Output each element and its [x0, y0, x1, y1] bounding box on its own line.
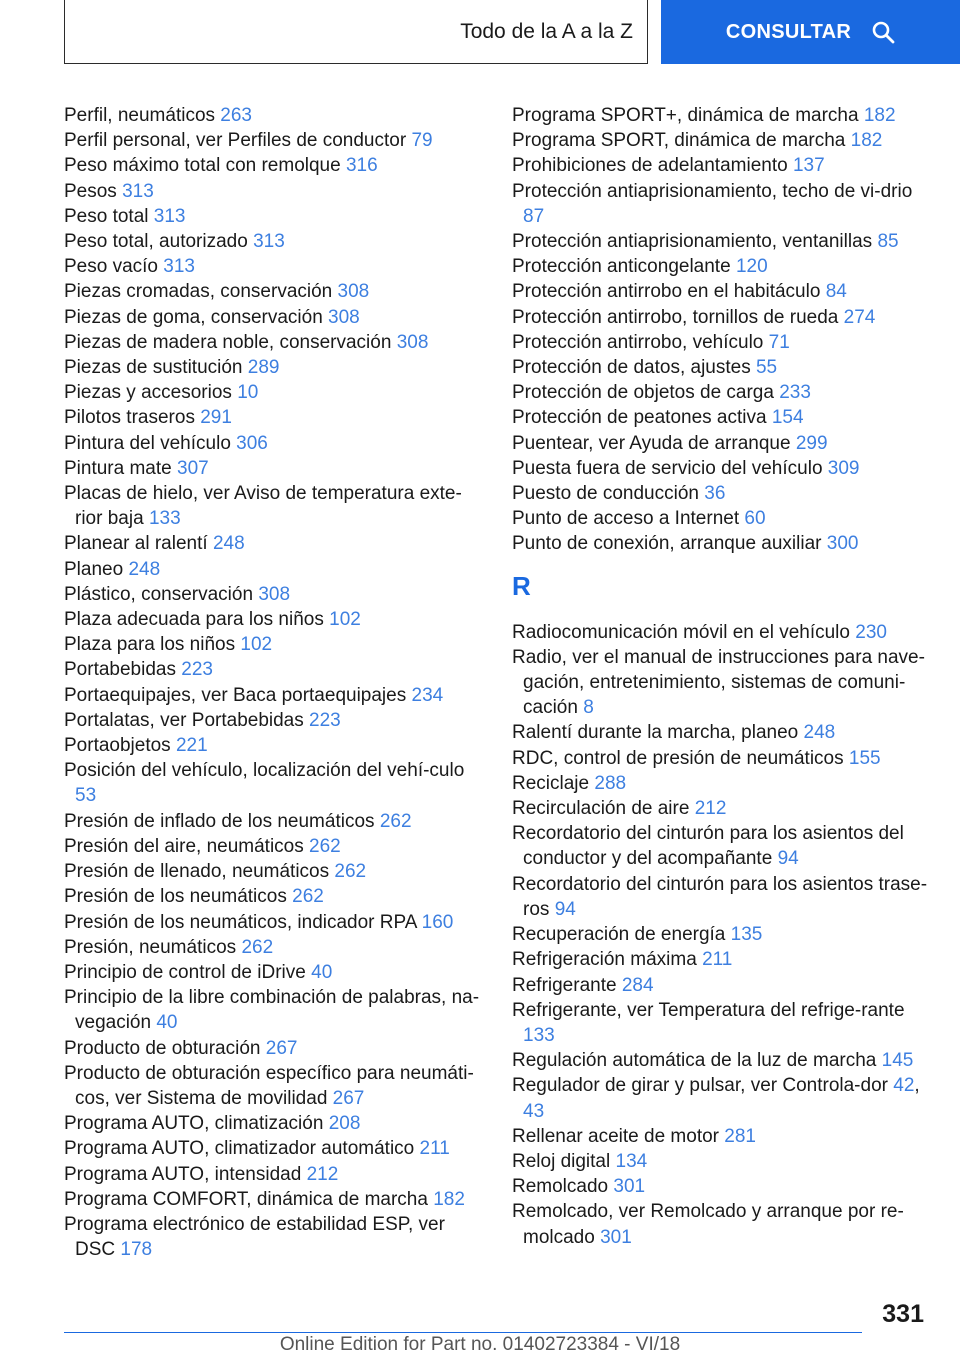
index-term: Plaza para los niños	[64, 634, 236, 656]
index-term: Perfil personal, ver Perfiles de conductor	[64, 130, 407, 152]
index-entry	[64, 708, 484, 733]
index-term: Protección anticongelante	[512, 256, 731, 278]
index-entry	[512, 531, 932, 556]
index-term: Piezas de goma, conservación	[64, 306, 323, 328]
page-link[interactable]: 248	[212, 533, 245, 555]
index-column-right	[512, 103, 932, 1250]
index-entry	[64, 481, 484, 531]
footer-edition: Online Edition for Part no. 01402723384 - VI/18	[279, 1334, 681, 1355]
index-entry	[512, 746, 932, 771]
index-entry	[64, 1212, 484, 1262]
index-term: Protección de objetos de carga	[512, 382, 774, 404]
page-link[interactable]: 53	[75, 785, 97, 807]
page-link[interactable]: 154	[771, 407, 804, 429]
index-term: Puesta fuera de servicio del vehículo	[512, 457, 823, 479]
index-entry	[64, 330, 484, 355]
page-link[interactable]: 262	[309, 835, 341, 857]
index-entry	[512, 973, 932, 998]
index-entry	[64, 859, 484, 884]
index-term: Programa COMFORT, dinámica de marcha	[64, 1188, 428, 1210]
index-term: Punto de acceso a Internet	[512, 508, 740, 530]
page-link[interactable]: 248	[128, 558, 161, 580]
index-term: Recordatorio del cinturón para los asientos trase-ros	[512, 873, 928, 920]
index-term: Peso total	[64, 205, 149, 227]
index-entry	[512, 456, 932, 481]
index-entry	[64, 657, 484, 682]
index-entry	[512, 380, 932, 405]
index-entry	[64, 607, 484, 632]
index-term: Protección antiaprisionamiento, techo de vi-drio	[512, 180, 913, 202]
index-term: Reciclaje	[512, 772, 590, 794]
index-entry	[64, 683, 484, 708]
page-link[interactable]: 308	[396, 331, 429, 353]
index-term: Remolcado, ver Remolcado y arranque por re-molcado	[512, 1201, 904, 1248]
index-term: Programa SPORT+, dinámica de marcha	[512, 105, 859, 126]
index-term: Presión del aire, neumáticos	[64, 835, 304, 857]
index-term: Piezas y accesorios	[64, 382, 232, 404]
page-link[interactable]: 234	[411, 684, 444, 706]
page-link[interactable]: 300	[826, 533, 859, 555]
index-term: Puesto de conducción	[512, 483, 699, 505]
index-entry	[64, 1061, 484, 1111]
page-link[interactable]: 178	[120, 1239, 153, 1261]
index-entry	[512, 720, 932, 745]
page-link[interactable]: 316	[345, 155, 378, 177]
index-term: Peso vacío	[64, 256, 158, 278]
tab-index-a-z[interactable]	[64, 0, 648, 64]
index-entry	[64, 758, 484, 808]
page-link[interactable]: 308	[337, 281, 370, 303]
search-icon	[871, 20, 895, 44]
page-link[interactable]: 211	[702, 949, 733, 971]
page-link[interactable]: 40	[311, 961, 333, 983]
index-term: Principio de la libre combinación de palabras, na-vegación	[64, 987, 480, 1034]
page-link[interactable]: 313	[153, 205, 186, 227]
index-entry	[512, 254, 932, 279]
index-term: Refrigerante, ver Temperatura del refrige-rante	[512, 999, 905, 1021]
tab-index-label: Todo de la A a la Z	[460, 19, 633, 43]
page-link[interactable]: 87	[523, 205, 545, 227]
index-term: Protección antirrobo en el habitáculo	[512, 281, 821, 303]
page-link[interactable]: 102	[240, 634, 273, 656]
index-term: Presión, neumáticos	[64, 936, 237, 958]
index-entry	[64, 582, 484, 607]
page-link[interactable]: 230	[855, 621, 887, 643]
index-term: Pintura mate	[64, 457, 172, 479]
index-term: Peso total, autorizado	[64, 231, 248, 253]
index-term: Producto de obturación específico para neumáti-cos, ver Sistema de movilidad	[64, 1062, 474, 1109]
page-link[interactable]: 79	[411, 130, 433, 152]
index-entry	[512, 947, 932, 972]
page-link[interactable]: 299	[795, 432, 828, 454]
index-term: Programa AUTO, intensidad	[64, 1163, 302, 1185]
index-term: Recuperación de energía	[512, 924, 726, 946]
index-term: Pilotos traseros	[64, 407, 195, 429]
index-term: Ralentí durante la marcha, planeo	[512, 722, 799, 744]
index-entry	[64, 557, 484, 582]
index-entry	[64, 910, 484, 935]
index-entry	[64, 456, 484, 481]
page-link[interactable]: 301	[600, 1226, 632, 1248]
index-entry	[512, 1149, 932, 1174]
index-entry	[64, 884, 484, 909]
page-link[interactable]: 307	[177, 457, 209, 479]
index-entry	[64, 305, 484, 330]
page-link[interactable]: 94	[777, 848, 799, 870]
index-entry	[512, 179, 932, 229]
index-entry	[64, 1036, 484, 1061]
page-link[interactable]: 288	[594, 772, 627, 794]
index-entry	[64, 985, 484, 1035]
index-entry	[512, 1199, 932, 1249]
index-term: Planeo	[64, 558, 124, 580]
index-term: Regulación automática de la luz de marcha	[512, 1050, 877, 1072]
index-entry	[512, 771, 932, 796]
page-link[interactable]: 267	[265, 1037, 298, 1059]
index-entry	[512, 821, 932, 871]
index-entry	[64, 153, 484, 178]
page-link[interactable]: 55	[755, 357, 778, 379]
index-term: Protección antirrobo, vehículo	[512, 331, 764, 353]
index-term: Recordatorio del cinturón para los asientos del conductor y del acompañante	[512, 823, 904, 870]
page-link[interactable]: 120	[735, 256, 768, 278]
page-link[interactable]: 160	[421, 911, 454, 933]
index-entry	[512, 355, 932, 380]
page-link[interactable]: 291	[200, 407, 232, 429]
index-entry	[64, 279, 484, 304]
index-entry	[512, 645, 932, 721]
index-term: Plaza adecuada para los niños	[64, 609, 324, 631]
page-link[interactable]: 306	[236, 432, 268, 454]
index-entry	[64, 405, 484, 430]
index-entry	[64, 355, 484, 380]
index-term: Reloj digital	[512, 1150, 611, 1172]
index-term: Programa electrónico de estabilidad ESP, ver DSC	[64, 1213, 445, 1261]
index-term: Plástico, conservación	[64, 583, 254, 605]
index-term: Protección de datos, ajustes	[512, 357, 751, 379]
index-term: Rellenar aceite de motor	[512, 1125, 719, 1147]
index-entry	[64, 1111, 484, 1136]
index-term: Piezas cromadas, conservación	[64, 281, 333, 303]
index-entry	[512, 1048, 932, 1073]
index-entry	[512, 405, 932, 430]
page-link[interactable]: 145	[881, 1050, 914, 1072]
page-link[interactable]: 211	[419, 1138, 450, 1160]
index-entry	[64, 380, 484, 405]
index-term: Puentear, ver Ayuda de arranque	[512, 432, 791, 454]
page-link[interactable]: 223	[181, 659, 213, 681]
index-term: Principio de control de iDrive	[64, 961, 306, 983]
index-entry	[64, 204, 484, 229]
page-link[interactable]: 262	[292, 886, 324, 908]
page-link[interactable]: 262	[379, 810, 412, 832]
index-term: Portalatas, ver Portabebidas	[64, 709, 304, 731]
index-entry	[64, 809, 484, 834]
index-entry	[512, 229, 932, 254]
index-entry	[512, 481, 932, 506]
page-link[interactable]: 308	[258, 583, 291, 605]
page-link[interactable]: 84	[825, 281, 847, 303]
page-link[interactable]: 137	[792, 155, 825, 177]
index-entry	[64, 935, 484, 960]
index-term: Protección antirrobo, tornillos de rueda	[512, 306, 839, 328]
tab-consult[interactable]	[661, 0, 960, 64]
index-term: Placas de hielo, ver Aviso de temperatura exte-rior baja	[64, 483, 462, 530]
page-link[interactable]: 212	[694, 798, 727, 820]
footer-divider	[64, 1332, 862, 1333]
page-link[interactable]: 309	[827, 457, 860, 479]
index-entry	[512, 872, 932, 922]
index-entry: Regulador de girar y pulsar, ver Controla-dor 42, 43	[512, 1075, 920, 1122]
page-link[interactable]: 71	[768, 331, 790, 353]
index-term: Perfil, neumáticos	[64, 105, 216, 126]
index-entry	[64, 229, 484, 254]
index-term: Punto de conexión, arranque auxiliar	[512, 533, 822, 555]
page-link[interactable]: 182	[850, 130, 883, 152]
index-entry	[512, 1124, 932, 1149]
index-entry	[512, 431, 932, 456]
page-link[interactable]: 301	[613, 1176, 646, 1198]
index-term: Regulador de girar y pulsar, ver Controla-dor	[512, 1075, 888, 1097]
index-entry	[64, 1136, 484, 1161]
index-term: Protección antiaprisionamiento, ventanillas	[512, 231, 873, 253]
index-entry	[512, 153, 932, 178]
index-term: Presión de llenado, neumáticos	[64, 861, 330, 883]
page-link[interactable]: 308	[328, 306, 360, 328]
index-term: Peso máximo total con remolque	[64, 155, 341, 177]
page-link[interactable]: 8	[583, 697, 594, 719]
index-entry	[64, 431, 484, 456]
index-entry	[512, 330, 932, 355]
page-link[interactable]: 42	[893, 1075, 915, 1097]
index-term: Presión de los neumáticos, indicador RPA	[64, 911, 417, 933]
index-entry	[64, 632, 484, 657]
index-term: Piezas de sustitución	[64, 357, 243, 379]
index-term: Programa AUTO, climatización	[64, 1113, 324, 1135]
page-link[interactable]: 182	[433, 1188, 465, 1210]
index-entry	[64, 834, 484, 859]
header	[0, 0, 960, 66]
page-link[interactable]: 267	[332, 1087, 365, 1109]
index-term: Radio, ver el manual de instrucciones para nave-gación, entretenimiento, sistemas de comuni-cación	[512, 646, 925, 719]
index-entry	[64, 128, 484, 153]
page-link[interactable]: 223	[309, 709, 341, 731]
page-link[interactable]: 182	[863, 105, 896, 126]
index-term: Refrigeración máxima	[512, 949, 697, 971]
index-entry	[64, 179, 484, 204]
index-entry	[512, 305, 932, 330]
index-entry	[64, 1162, 484, 1187]
page-link[interactable]: 263	[220, 105, 252, 126]
page-link[interactable]: 313	[122, 180, 154, 202]
page-link[interactable]: 313	[253, 231, 285, 253]
index-term: Recirculación de aire	[512, 798, 690, 820]
index-term: Posición del vehículo, localización del vehí-culo	[64, 760, 465, 782]
index-term: Protección de peatones activa	[512, 407, 767, 429]
index-entry	[512, 796, 932, 821]
index-term: Presión de los neumáticos	[64, 886, 287, 908]
index-entry	[512, 506, 932, 531]
page-link[interactable]: 233	[779, 382, 811, 404]
page-link[interactable]: 134	[615, 1150, 648, 1172]
page-link[interactable]: 274	[843, 306, 876, 328]
index-group-p	[512, 103, 932, 557]
index-entry	[512, 128, 932, 153]
index-entry	[512, 103, 932, 128]
index-entry	[512, 922, 932, 947]
page-link[interactable]: 221	[175, 735, 208, 757]
page-link[interactable]: 40	[156, 1012, 178, 1034]
index-term: Portaobjetos	[64, 735, 171, 757]
index-entry	[64, 960, 484, 985]
index-entry	[64, 103, 484, 128]
index-term: Planear al ralentí	[64, 533, 208, 555]
page-link[interactable]: 313	[163, 256, 195, 278]
page-link[interactable]: 284	[621, 974, 654, 996]
page-link[interactable]: 262	[241, 936, 274, 958]
index-term: Portabebidas	[64, 659, 176, 681]
index-entry	[64, 1187, 484, 1212]
index-term: RDC, control de presión de neumáticos	[512, 747, 844, 769]
index-term: Programa SPORT, dinámica de marcha	[512, 130, 846, 152]
index-entry	[512, 998, 932, 1048]
index-entry	[64, 254, 484, 279]
page-link[interactable]: 133	[523, 1024, 555, 1046]
index-entry	[512, 620, 932, 645]
page-link[interactable]: 133	[148, 508, 181, 530]
index-term: Programa AUTO, climatizador automático	[64, 1138, 415, 1160]
index-term: Remolcado	[512, 1176, 609, 1198]
index-term: Producto de obturación	[64, 1037, 261, 1059]
index-term: Radiocomunicación móvil en el vehículo	[512, 621, 850, 643]
tab-consult-label: CONSULTAR	[725, 20, 852, 43]
page-link[interactable]: 10	[237, 382, 259, 404]
index-column-left	[64, 103, 484, 1262]
page-link[interactable]: 94	[554, 898, 576, 920]
index-term: Pintura del vehículo	[64, 432, 231, 454]
page-link[interactable]: 135	[730, 924, 763, 946]
page-link[interactable]: 36	[704, 483, 726, 505]
index-entry	[64, 733, 484, 758]
page-link[interactable]: 262	[334, 861, 367, 883]
page-link[interactable]: 289	[247, 357, 280, 379]
index-term: Refrigerante	[512, 974, 617, 996]
page-link[interactable]: 85	[877, 231, 899, 253]
page-link[interactable]: 155	[848, 747, 881, 769]
page-link[interactable]: 281	[724, 1125, 756, 1147]
page-link[interactable]: 102	[329, 609, 361, 631]
index-entry	[512, 279, 932, 304]
page-link[interactable]: 212	[306, 1163, 339, 1185]
index-term: Presión de inflado de los neumáticos	[64, 810, 375, 832]
index-entry	[512, 1174, 932, 1199]
page-link[interactable]: 60	[744, 508, 766, 530]
index-term: Pesos	[64, 180, 117, 202]
page-link[interactable]: 248	[803, 722, 836, 744]
index-entry	[64, 531, 484, 556]
page-link[interactable]: 43	[523, 1100, 545, 1122]
page-link[interactable]: 208	[328, 1113, 361, 1135]
index-group-r	[512, 620, 932, 1250]
index-term: Prohibiciones de adelantamiento	[512, 155, 788, 177]
index-term: Portaequipajes, ver Baca portaequipajes	[64, 684, 407, 706]
index-term: Piezas de madera noble, conservación	[64, 331, 392, 353]
page-number: 331	[882, 1300, 924, 1328]
section-letter: R	[512, 570, 531, 601]
